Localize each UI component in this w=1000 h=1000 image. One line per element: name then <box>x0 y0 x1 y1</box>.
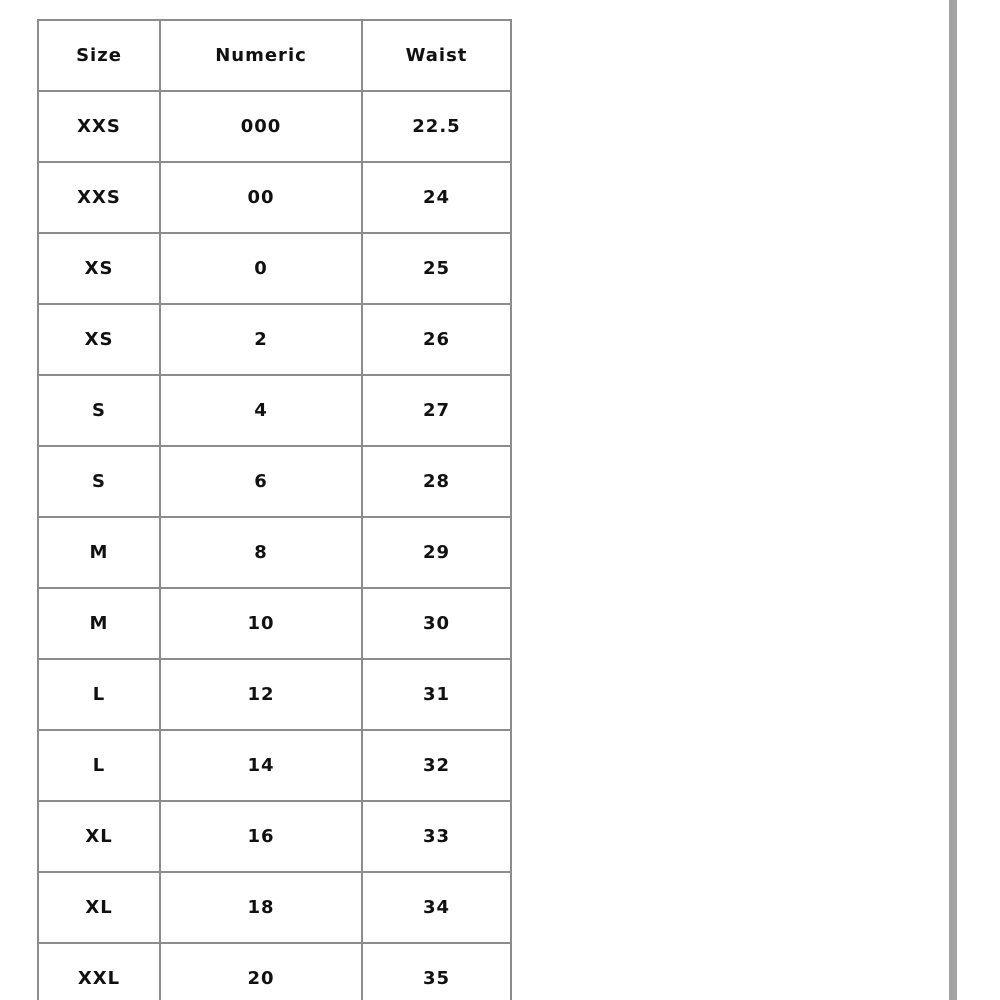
size-cell: XL <box>38 801 160 872</box>
numeric-cell: 10 <box>160 588 362 659</box>
numeric-cell: 00 <box>160 162 362 233</box>
waist-cell: 35 <box>362 943 511 1000</box>
table-row <box>38 91 511 162</box>
size-chart-table <box>37 19 512 1000</box>
numeric-cell: 18 <box>160 872 362 943</box>
numeric-cell: 2 <box>160 304 362 375</box>
waist-cell: 32 <box>362 730 511 801</box>
table-row <box>38 801 511 872</box>
waist-cell: 25 <box>362 233 511 304</box>
numeric-cell: 4 <box>160 375 362 446</box>
table-header-row <box>38 20 511 91</box>
header-waist: Waist <box>362 20 511 91</box>
size-cell: XXS <box>38 162 160 233</box>
header-size: Size <box>38 20 160 91</box>
numeric-cell: 16 <box>160 801 362 872</box>
size-cell: M <box>38 517 160 588</box>
numeric-cell: 6 <box>160 446 362 517</box>
waist-cell: 24 <box>362 162 511 233</box>
waist-cell: 33 <box>362 801 511 872</box>
size-cell: L <box>38 730 160 801</box>
waist-cell: 31 <box>362 659 511 730</box>
table-row <box>38 162 511 233</box>
size-cell: S <box>38 446 160 517</box>
table-row <box>38 446 511 517</box>
table-row <box>38 588 511 659</box>
numeric-cell: 20 <box>160 943 362 1000</box>
waist-cell: 30 <box>362 588 511 659</box>
waist-cell: 29 <box>362 517 511 588</box>
size-cell: XL <box>38 872 160 943</box>
waist-cell: 28 <box>362 446 511 517</box>
numeric-cell: 12 <box>160 659 362 730</box>
table-row <box>38 304 511 375</box>
table-row <box>38 375 511 446</box>
waist-cell: 27 <box>362 375 511 446</box>
waist-cell: 26 <box>362 304 511 375</box>
table-row <box>38 872 511 943</box>
table-row <box>38 517 511 588</box>
table-row <box>38 943 511 1000</box>
size-cell: L <box>38 659 160 730</box>
numeric-cell: 0 <box>160 233 362 304</box>
size-cell: XXL <box>38 943 160 1000</box>
page-edge-divider <box>949 0 957 1000</box>
table-body <box>38 91 511 1000</box>
table-row <box>38 659 511 730</box>
waist-cell: 34 <box>362 872 511 943</box>
size-cell: S <box>38 375 160 446</box>
table-row <box>38 233 511 304</box>
table-row <box>38 730 511 801</box>
numeric-cell: 000 <box>160 91 362 162</box>
numeric-cell: 14 <box>160 730 362 801</box>
numeric-cell: 8 <box>160 517 362 588</box>
waist-cell: 22.5 <box>362 91 511 162</box>
size-cell: XS <box>38 304 160 375</box>
header-numeric: Numeric <box>160 20 362 91</box>
size-cell: XXS <box>38 91 160 162</box>
size-cell: M <box>38 588 160 659</box>
size-cell: XS <box>38 233 160 304</box>
